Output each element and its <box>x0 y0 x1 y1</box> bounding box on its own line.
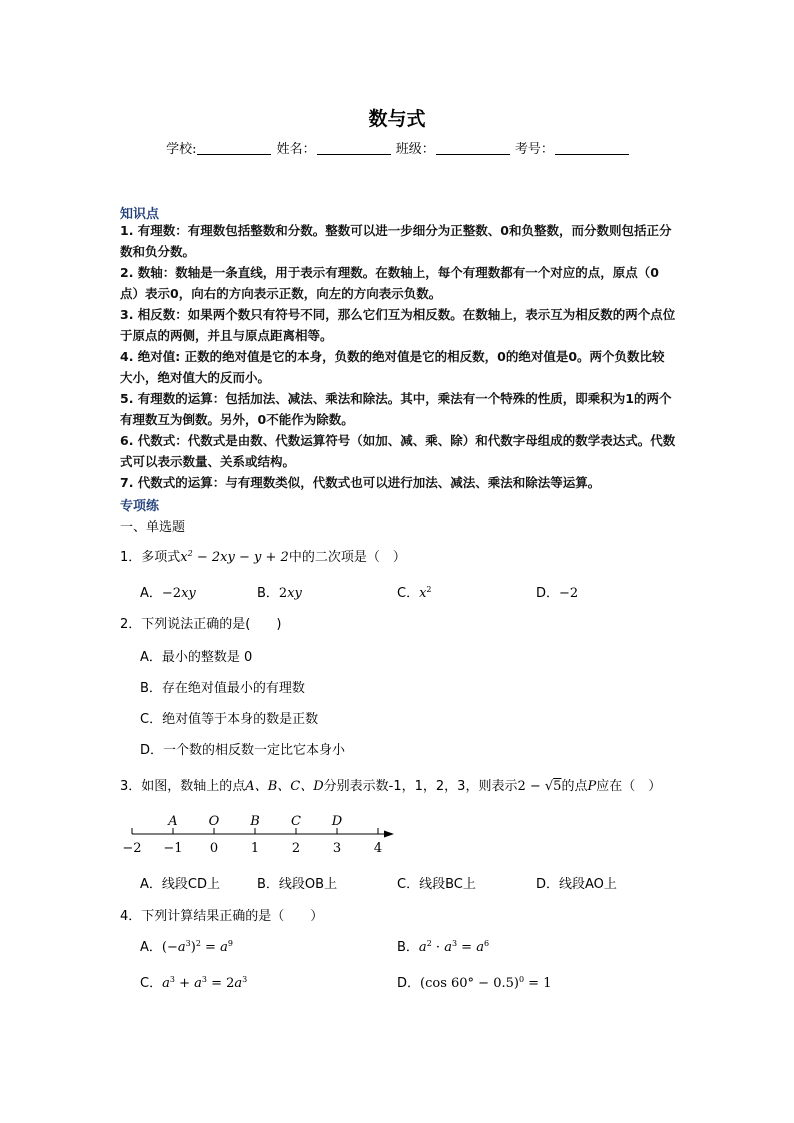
number-blank[interactable] <box>555 141 629 155</box>
number-line-tick-label: 1 <box>250 841 260 856</box>
question-3-option-d[interactable]: D．线段AO上 <box>536 877 617 892</box>
question-3-option-c[interactable]: C．线段BC上 <box>397 877 476 892</box>
number-line-point-label: O <box>208 814 220 829</box>
knowledge-item: 2. 数轴：数轴是一条直线，用于表示有理数。在数轴上，每个有理数都有一个对应的点，原点（0点）表示0，向右的方向表示正数，向左的方向表示负数。 <box>120 265 659 301</box>
number-line-tick-label: 4 <box>373 841 383 856</box>
class-blank[interactable] <box>436 141 510 155</box>
question-3-mid: 分别表示数-1，1，2，3，则表示 <box>323 779 518 794</box>
number-line-point-label: D <box>331 814 343 829</box>
number-line-arrow <box>384 831 394 838</box>
class-label: 班级： <box>395 142 435 157</box>
question-1-option-b[interactable]: B．2xy <box>257 586 302 601</box>
question-2-option-a[interactable]: A．最小的整数是 0 <box>140 650 253 665</box>
student-info-line <box>0 138 794 157</box>
question-3-tail: 应在（ ） <box>596 779 662 794</box>
question-1-post: 中的二次项是（ ） <box>288 550 406 565</box>
question-3-pre: 3．如图，数轴上的点 <box>120 779 246 794</box>
knowledge-item: 5. 有理数的运算：包括加法、减法、乘法和除法。其中，乘法有一个特殊的性质，即乘积为1的两个有理数互为倒数。另外，0不能作为除数。 <box>120 391 672 427</box>
number-line <box>118 808 408 858</box>
name-label: 姓名： <box>276 142 316 157</box>
knowledge-item: 7. 代数式的运算：与有理数类似，代数式也可以进行加法、减法、乘法和除法等运算。 <box>120 475 601 490</box>
question-4-option-d[interactable]: D．(cos 60° − 0.5)$^0$ = 1 <box>397 975 552 991</box>
number-line-point-label: B <box>250 814 260 829</box>
number-line-tick-label: 2 <box>291 841 301 856</box>
question-3-option-b[interactable]: B．线段OB上 <box>257 877 338 892</box>
question-3-expression: 2 − √5 <box>517 779 562 794</box>
knowledge-item: 3. 相反数：如果两个数只有符号不同，那么它们互为相反数。在数轴上，表示互为相反数的两个点位于原点的两侧，并且与原点距离相等。 <box>120 307 676 343</box>
question-2-option-d[interactable]: D．一个数的相反数一定比它本身小 <box>140 743 346 758</box>
name-blank[interactable] <box>317 141 391 155</box>
knowledge-item: 4. 绝对值: 正数的绝对值是它的本身，负数的绝对值是它的相反数，0的绝对值是0。两个负数比较大小，绝对值大的反而小。 <box>120 349 665 385</box>
question-2-option-c[interactable]: C．绝对值等于本身的数是正数 <box>140 712 319 727</box>
question-3-option-a[interactable]: A．线段CD上 <box>140 877 220 892</box>
number-line-point-label: C <box>291 814 301 829</box>
question-4-option-b[interactable]: B．$a^2 \cdot a^3 = a^6$ <box>397 939 490 955</box>
question-4: 4．下列计算结果正确的是（ ） <box>120 909 324 924</box>
section-title: 一、单选题 <box>120 520 186 535</box>
question-1-option-d[interactable]: D．−2 <box>536 586 579 601</box>
question-3 <box>120 775 661 794</box>
knowledge-item: 1. 有理数：有理数包括整数和分数。整数可以进一步细分为正整数、0和负整数，而分数则包括正分数和负分数。 <box>120 223 672 259</box>
knowledge-list <box>120 220 676 493</box>
practice-heading: 专项练 <box>120 499 160 514</box>
question-4-option-a[interactable]: A．$(-a^3)^2 = a^9$ <box>140 939 233 955</box>
knowledge-item: 6. 代数式：代数式是由数、代数运算符号（如加、减、乘、除）和代数字母组成的数学表达式。代数式可以表示数量、关系或结构。 <box>120 433 676 469</box>
question-2-option-b[interactable]: B．存在绝对值最小的有理数 <box>140 681 305 696</box>
number-line-tick-label: 0 <box>209 841 219 856</box>
number-line-point-label: A <box>168 814 178 829</box>
page-title: 数与式 <box>368 108 426 130</box>
number-line-tick-label: 3 <box>332 841 342 856</box>
question-4-option-c[interactable]: C．$a^3 + a^3 = 2a^3$ <box>140 975 248 991</box>
number-line-tick-label: −1 <box>163 841 183 856</box>
number-label: 考号： <box>514 142 554 157</box>
question-1-polynomial: $x^2 - 2xy - y + 2$ <box>180 549 289 565</box>
question-1-option-c[interactable]: C．$x^2$ <box>397 585 432 601</box>
knowledge-heading: 知识点 <box>120 207 160 222</box>
question-1 <box>120 546 406 565</box>
question-2: 2．下列说法正确的是( ) <box>120 617 282 632</box>
school-blank[interactable] <box>197 141 271 155</box>
question-3-point-p: P <box>587 779 597 794</box>
question-3-points: A、B、C、D <box>245 779 324 794</box>
number-line-tick-label: −2 <box>122 841 142 856</box>
question-3-post: 的点 <box>561 779 588 794</box>
school-label: 学校: <box>166 142 197 157</box>
question-1-option-a[interactable]: A．−2xy <box>140 586 196 601</box>
question-1-pre: 1．多项式 <box>120 550 181 565</box>
